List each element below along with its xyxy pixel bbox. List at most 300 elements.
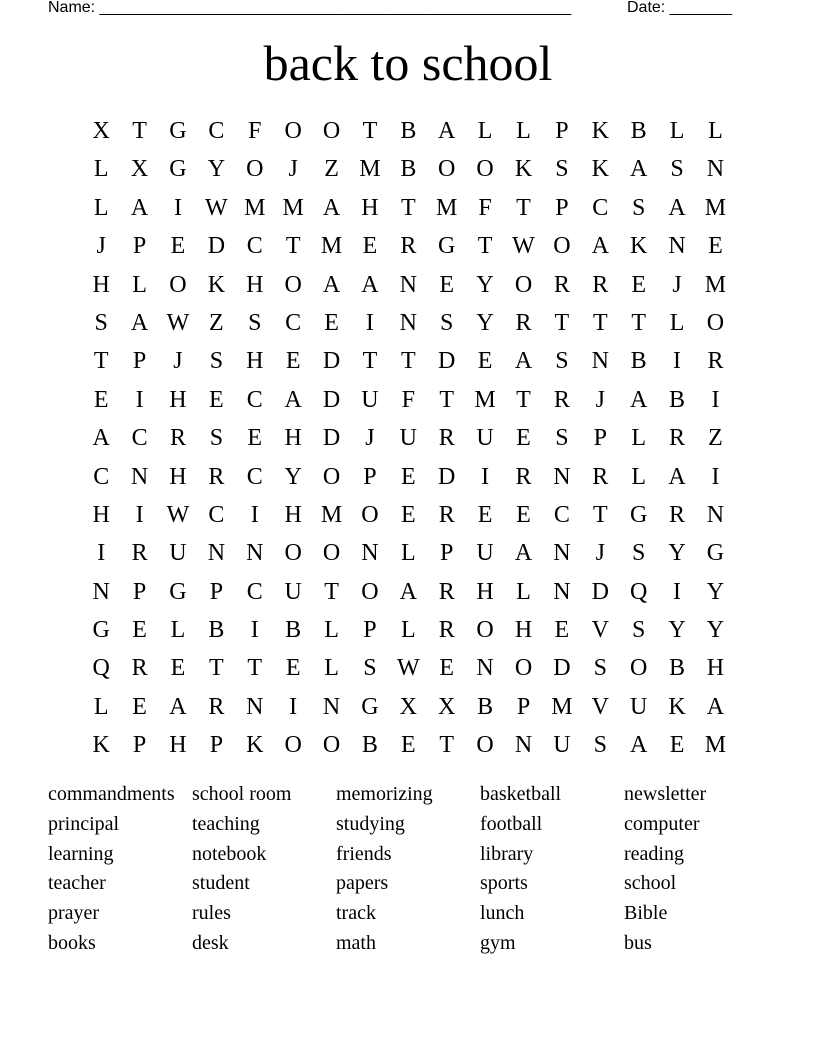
- grid-letter: Y: [476, 309, 494, 336]
- grid-letter: E: [93, 386, 109, 413]
- grid-letter: L: [93, 156, 109, 183]
- grid-letter: O: [706, 309, 725, 336]
- grid-letter: T: [362, 348, 378, 375]
- grid-letter: P: [132, 578, 147, 605]
- page-title: back to school: [263, 35, 553, 91]
- grid-letter: E: [400, 732, 416, 759]
- grid-letter: I: [365, 309, 374, 336]
- grid-letter: P: [363, 617, 377, 644]
- grid-letter: B: [630, 118, 647, 144]
- grid-letter: C: [246, 578, 263, 605]
- word-list-item: teaching: [192, 812, 260, 835]
- grid-letter: S: [555, 425, 569, 452]
- grid-letter: A: [130, 194, 149, 221]
- grid-letter: R: [515, 309, 532, 336]
- grid-letter: W: [205, 194, 228, 221]
- grid-letter: H: [361, 194, 379, 221]
- grid-letter: J: [595, 540, 605, 567]
- grid-letter: L: [708, 118, 723, 144]
- grid-letter: T: [247, 655, 263, 682]
- grid-letter: O: [514, 271, 533, 298]
- grid-letter: K: [514, 156, 533, 183]
- grid-letter: J: [288, 156, 298, 183]
- grid-letter: N: [706, 501, 725, 528]
- grid-letter: G: [169, 118, 187, 144]
- grid-letter: V: [591, 693, 609, 720]
- grid-letter: S: [593, 655, 607, 682]
- grid-letter: L: [324, 655, 339, 682]
- grid-letter: T: [400, 194, 416, 221]
- grid-letter: B: [361, 732, 378, 759]
- grid-letter: D: [591, 578, 609, 605]
- grid-letter: I: [135, 386, 144, 413]
- header: [48, 0, 748, 18]
- grid-row: [82, 304, 735, 342]
- grid-row: [82, 726, 735, 764]
- grid-letter: L: [516, 118, 531, 144]
- grid-letter: P: [132, 732, 147, 759]
- grid-letter: F: [401, 386, 415, 413]
- grid-letter: Y: [207, 156, 226, 183]
- grid-letter: G: [361, 693, 379, 720]
- grid-letter: E: [400, 463, 416, 490]
- grid-row: [82, 688, 735, 726]
- grid-letter: P: [593, 425, 607, 452]
- grid-letter: X: [92, 118, 110, 144]
- grid-letter: C: [246, 233, 263, 260]
- grid-letter: Y: [668, 540, 686, 567]
- grid-letter: W: [166, 501, 190, 528]
- grid-letter: T: [516, 386, 531, 413]
- grid-row: [82, 112, 735, 150]
- grid-letter: J: [96, 233, 106, 260]
- grid-letter: L: [631, 425, 646, 452]
- grid-letter: E: [285, 348, 301, 375]
- grid-letter: A: [514, 348, 533, 375]
- word-list-item: newsletter: [624, 783, 707, 805]
- grid-letter: E: [516, 425, 531, 452]
- grid-letter: R: [669, 501, 686, 528]
- grid-letter: O: [322, 732, 341, 759]
- grid-letter: A: [361, 271, 379, 298]
- grid-letter: S: [631, 194, 646, 221]
- grid-row: [82, 342, 735, 380]
- grid-letter: J: [365, 425, 375, 452]
- grid-letter: M: [474, 386, 496, 413]
- name-line: Name: _____________________________________________________: [48, 0, 572, 16]
- grid-letter: E: [631, 271, 646, 298]
- word-list-item: sports: [480, 872, 528, 895]
- grid-letter: Y: [668, 617, 686, 644]
- grid-letter: R: [592, 463, 609, 490]
- grid-letter: O: [284, 271, 302, 298]
- grid-letter: O: [476, 732, 494, 759]
- grid-letter: M: [704, 732, 727, 759]
- word-list-item: school room: [192, 783, 292, 805]
- grid-letter: J: [173, 348, 183, 375]
- grid-letter: L: [93, 194, 109, 221]
- grid-letter: H: [514, 617, 533, 644]
- grid-letter: I: [250, 617, 259, 644]
- grid-letter: N: [246, 540, 264, 567]
- grid-row: [82, 573, 735, 611]
- grid-letter: A: [629, 386, 648, 413]
- grid-letter: U: [284, 578, 302, 605]
- grid-letter: R: [438, 425, 455, 452]
- grid-letter: D: [438, 348, 456, 375]
- grid-letter: S: [209, 425, 224, 452]
- grid-letter: A: [284, 386, 302, 413]
- grid-letter: E: [170, 655, 186, 682]
- grid-letter: N: [553, 540, 571, 567]
- grid-letter: E: [132, 693, 147, 720]
- grid-letter: N: [322, 693, 341, 720]
- grid-letter: L: [477, 118, 493, 144]
- grid-letter: W: [512, 233, 535, 260]
- grid-letter: X: [438, 693, 456, 720]
- grid-letter: E: [554, 617, 570, 644]
- grid-letter: T: [554, 309, 570, 336]
- grid-letter: O: [361, 578, 379, 605]
- grid-letter: U: [361, 386, 379, 413]
- grid-letter: S: [440, 309, 454, 336]
- grid-letter: A: [399, 578, 417, 605]
- grid-letter: P: [132, 233, 147, 260]
- grid-letter: Q: [92, 655, 110, 682]
- word-list-item: student: [192, 872, 250, 895]
- grid-letter: I: [481, 463, 490, 490]
- word-list-item: school: [624, 872, 677, 895]
- grid-letter: L: [669, 118, 685, 144]
- grid-letter: Y: [476, 271, 494, 298]
- grid-letter: S: [363, 655, 377, 682]
- grid-row: [82, 381, 735, 419]
- grid-letter: B: [477, 693, 494, 720]
- grid-letter: U: [169, 540, 187, 567]
- grid-letter: U: [476, 540, 494, 567]
- grid-letter: U: [476, 425, 494, 452]
- word-list-item: Bible: [624, 902, 668, 925]
- grid-letter: E: [324, 309, 339, 336]
- grid-letter: I: [711, 386, 720, 413]
- grid-letter: E: [477, 501, 493, 528]
- grid-letter: U: [629, 693, 648, 720]
- word-list-item: books: [48, 931, 96, 954]
- grid-letter: S: [209, 348, 224, 375]
- grid-letter: X: [399, 693, 417, 720]
- word-list-item: studying: [336, 812, 405, 835]
- grid-letter: E: [516, 501, 531, 528]
- grid-letter: C: [246, 463, 263, 490]
- grid-letter: E: [669, 732, 685, 759]
- grid-letter: H: [246, 271, 264, 298]
- grid-letter: K: [629, 233, 648, 260]
- grid-letter: P: [363, 463, 377, 490]
- grid-letter: K: [207, 271, 226, 298]
- grid-letter: M: [244, 194, 266, 221]
- grid-letter: H: [706, 655, 725, 682]
- grid-letter: O: [438, 156, 456, 183]
- word-list: [48, 780, 768, 959]
- grid-letter: R: [515, 463, 532, 490]
- grid-letter: N: [668, 233, 686, 260]
- grid-letter: R: [208, 693, 225, 720]
- grid-letter: H: [169, 463, 187, 490]
- grid-row: [82, 496, 735, 534]
- grid-letter: T: [477, 233, 493, 260]
- grid-letter: Y: [706, 617, 725, 644]
- grid-letter: O: [322, 118, 341, 144]
- word-list-item: friends: [336, 842, 392, 865]
- grid-letter: H: [476, 578, 494, 605]
- grid-letter: G: [92, 617, 110, 644]
- word-list-item: computer: [624, 812, 700, 835]
- grid-letter: H: [284, 425, 302, 452]
- grid-letter: J: [595, 386, 605, 413]
- grid-letter: J: [672, 271, 682, 298]
- grid-letter: R: [592, 271, 609, 298]
- word-list-item: principal: [48, 812, 120, 835]
- grid-letter: I: [97, 540, 106, 567]
- grid-letter: A: [706, 693, 725, 720]
- grid-letter: Y: [284, 463, 302, 490]
- grid-row: [82, 189, 735, 227]
- grid-letter: A: [92, 425, 110, 452]
- grid-letter: D: [207, 233, 226, 260]
- grid-letter: N: [130, 463, 149, 490]
- grid-letter: K: [668, 693, 686, 720]
- grid-letter: A: [322, 194, 341, 221]
- grid-letter: C: [93, 463, 110, 490]
- grid-letter: P: [132, 348, 147, 375]
- grid-letter: W: [166, 309, 190, 336]
- grid-letter: A: [169, 693, 187, 720]
- word-list-item: memorizing: [336, 783, 433, 805]
- grid-letter: M: [436, 194, 458, 221]
- grid-letter: U: [553, 732, 571, 759]
- grid-letter: O: [629, 655, 648, 682]
- grid-letter: O: [476, 617, 494, 644]
- grid-letter: D: [322, 348, 341, 375]
- grid-letter: A: [514, 540, 533, 567]
- grid-letter: M: [704, 194, 727, 221]
- grid-letter: B: [285, 617, 302, 644]
- word-list-item: track: [336, 902, 376, 925]
- grid-letter: N: [246, 693, 264, 720]
- grid-row: [82, 534, 735, 572]
- grid-letter: D: [438, 463, 456, 490]
- grid-row: [82, 266, 735, 304]
- date-line: Date: _______: [627, 0, 732, 16]
- grid-letter: R: [707, 348, 724, 375]
- grid-letter: A: [668, 194, 686, 221]
- word-list-item: bus: [624, 931, 652, 954]
- grid-letter: H: [246, 348, 264, 375]
- grid-letter: O: [169, 271, 187, 298]
- grid-letter: O: [553, 233, 571, 260]
- grid-letter: C: [592, 194, 609, 221]
- grid-letter: G: [169, 156, 187, 183]
- grid-letter: T: [516, 194, 531, 221]
- grid-letter: T: [93, 348, 109, 375]
- grid-letter: A: [629, 156, 648, 183]
- grid-row: [82, 458, 735, 496]
- grid-letter: L: [170, 617, 186, 644]
- grid-letter: G: [169, 578, 187, 605]
- grid-row: [82, 150, 735, 188]
- grid-letter: R: [400, 233, 417, 260]
- grid-row: [82, 227, 735, 265]
- grid-letter: Y: [706, 578, 725, 605]
- grid-letter: H: [169, 732, 187, 759]
- grid-letter: P: [555, 118, 569, 144]
- grid-letter: B: [669, 386, 686, 413]
- grid-letter: O: [322, 463, 341, 490]
- grid-letter: I: [135, 501, 144, 528]
- grid-letter: E: [362, 233, 378, 260]
- grid-letter: S: [593, 732, 607, 759]
- grid-letter: A: [629, 732, 648, 759]
- grid-letter: T: [132, 118, 147, 144]
- grid-letter: N: [553, 578, 571, 605]
- grid-letter: W: [396, 655, 420, 682]
- grid-letter: E: [247, 425, 263, 452]
- grid-letter: C: [208, 118, 225, 144]
- grid-letter: F: [478, 194, 492, 221]
- grid-letter: B: [669, 655, 686, 682]
- grid-letter: P: [209, 578, 224, 605]
- grid-letter: L: [631, 463, 646, 490]
- grid-letter: R: [438, 578, 455, 605]
- grid-letter: P: [209, 732, 224, 759]
- grid-letter: H: [92, 271, 110, 298]
- grid-letter: L: [400, 540, 416, 567]
- grid-letter: N: [207, 540, 226, 567]
- grid-letter: C: [131, 425, 148, 452]
- grid-letter: B: [400, 156, 417, 183]
- grid-letter: K: [246, 732, 264, 759]
- grid-letter: L: [669, 309, 685, 336]
- word-list-item: commandments: [48, 783, 175, 805]
- grid-letter: T: [592, 501, 608, 528]
- grid-letter: T: [400, 348, 416, 375]
- grid-letter: L: [400, 617, 416, 644]
- grid-letter: T: [209, 655, 224, 682]
- grid-letter: Z: [209, 309, 224, 336]
- grid-letter: T: [592, 309, 608, 336]
- word-list-item: rules: [192, 902, 231, 925]
- grid-letter: N: [591, 348, 609, 375]
- grid-letter: O: [476, 156, 494, 183]
- grid-letter: I: [673, 348, 682, 375]
- grid-letter: R: [553, 271, 570, 298]
- grid-letter: O: [284, 118, 302, 144]
- grid-letter: E: [400, 501, 416, 528]
- grid-letter: E: [708, 233, 723, 260]
- grid-letter: E: [132, 617, 147, 644]
- word-list-item: papers: [336, 872, 389, 895]
- grid-letter: O: [361, 501, 379, 528]
- grid-letter: U: [399, 425, 417, 452]
- word-list-item: teacher: [48, 872, 106, 895]
- word-list-item: math: [336, 931, 376, 954]
- grid-letter: M: [320, 233, 343, 260]
- grid-letter: D: [553, 655, 571, 682]
- grid-letter: S: [94, 309, 108, 336]
- grid-letter: H: [92, 501, 110, 528]
- grid-letter: A: [668, 463, 686, 490]
- grid-letter: L: [132, 271, 147, 298]
- word-list-item: basketball: [480, 783, 562, 805]
- grid-letter: M: [282, 194, 304, 221]
- grid-letter: T: [362, 118, 378, 144]
- grid-letter: K: [591, 156, 609, 183]
- word-list-item: notebook: [192, 842, 267, 865]
- grid-row: [82, 419, 735, 457]
- grid-letter: I: [673, 578, 682, 605]
- grid-letter: M: [359, 156, 381, 183]
- grid-letter: S: [555, 156, 569, 183]
- grid-letter: T: [631, 309, 646, 336]
- word-list-item: lunch: [480, 902, 525, 925]
- grid-letter: A: [322, 271, 341, 298]
- grid-letter: M: [320, 501, 343, 528]
- grid-letter: R: [131, 540, 148, 567]
- grid-letter: O: [322, 540, 341, 567]
- word-list-item: library: [480, 842, 534, 865]
- grid-letter: C: [553, 501, 570, 528]
- word-list-item: football: [480, 812, 543, 835]
- grid-letter: N: [476, 655, 494, 682]
- grid-letter: R: [438, 501, 455, 528]
- grid-letter: N: [514, 732, 533, 759]
- grid-letter: P: [516, 693, 531, 720]
- grid-letter: R: [669, 425, 686, 452]
- grid-letter: I: [289, 693, 298, 720]
- grid-letter: E: [439, 655, 455, 682]
- grid-letter: P: [555, 194, 569, 221]
- grid-letter: L: [324, 617, 339, 644]
- grid-letter: L: [93, 693, 109, 720]
- grid-letter: R: [208, 463, 225, 490]
- grid-letter: S: [670, 156, 684, 183]
- grid-letter: G: [438, 233, 456, 260]
- grid-letter: M: [704, 271, 727, 298]
- grid-letter: P: [440, 540, 454, 567]
- grid-letter: S: [631, 540, 646, 567]
- grid-letter: K: [591, 118, 609, 144]
- grid-letter: A: [438, 118, 456, 144]
- grid-letter: I: [711, 463, 720, 490]
- grid-letter: O: [246, 156, 264, 183]
- grid-letter: O: [514, 655, 533, 682]
- grid-letter: T: [324, 578, 339, 605]
- grid-letter: A: [591, 233, 609, 260]
- grid-letter: R: [553, 386, 570, 413]
- grid-letter: N: [706, 156, 725, 183]
- grid-letter: X: [130, 156, 149, 183]
- grid-letter: G: [629, 501, 648, 528]
- grid-letter: R: [169, 425, 186, 452]
- grid-letter: N: [553, 463, 571, 490]
- grid-letter: Z: [708, 425, 723, 452]
- grid-letter: Z: [324, 156, 339, 183]
- grid-letter: E: [477, 348, 493, 375]
- grid-letter: C: [208, 501, 225, 528]
- grid-letter: S: [248, 309, 262, 336]
- letter-grid: [82, 112, 735, 765]
- grid-letter: E: [439, 271, 455, 298]
